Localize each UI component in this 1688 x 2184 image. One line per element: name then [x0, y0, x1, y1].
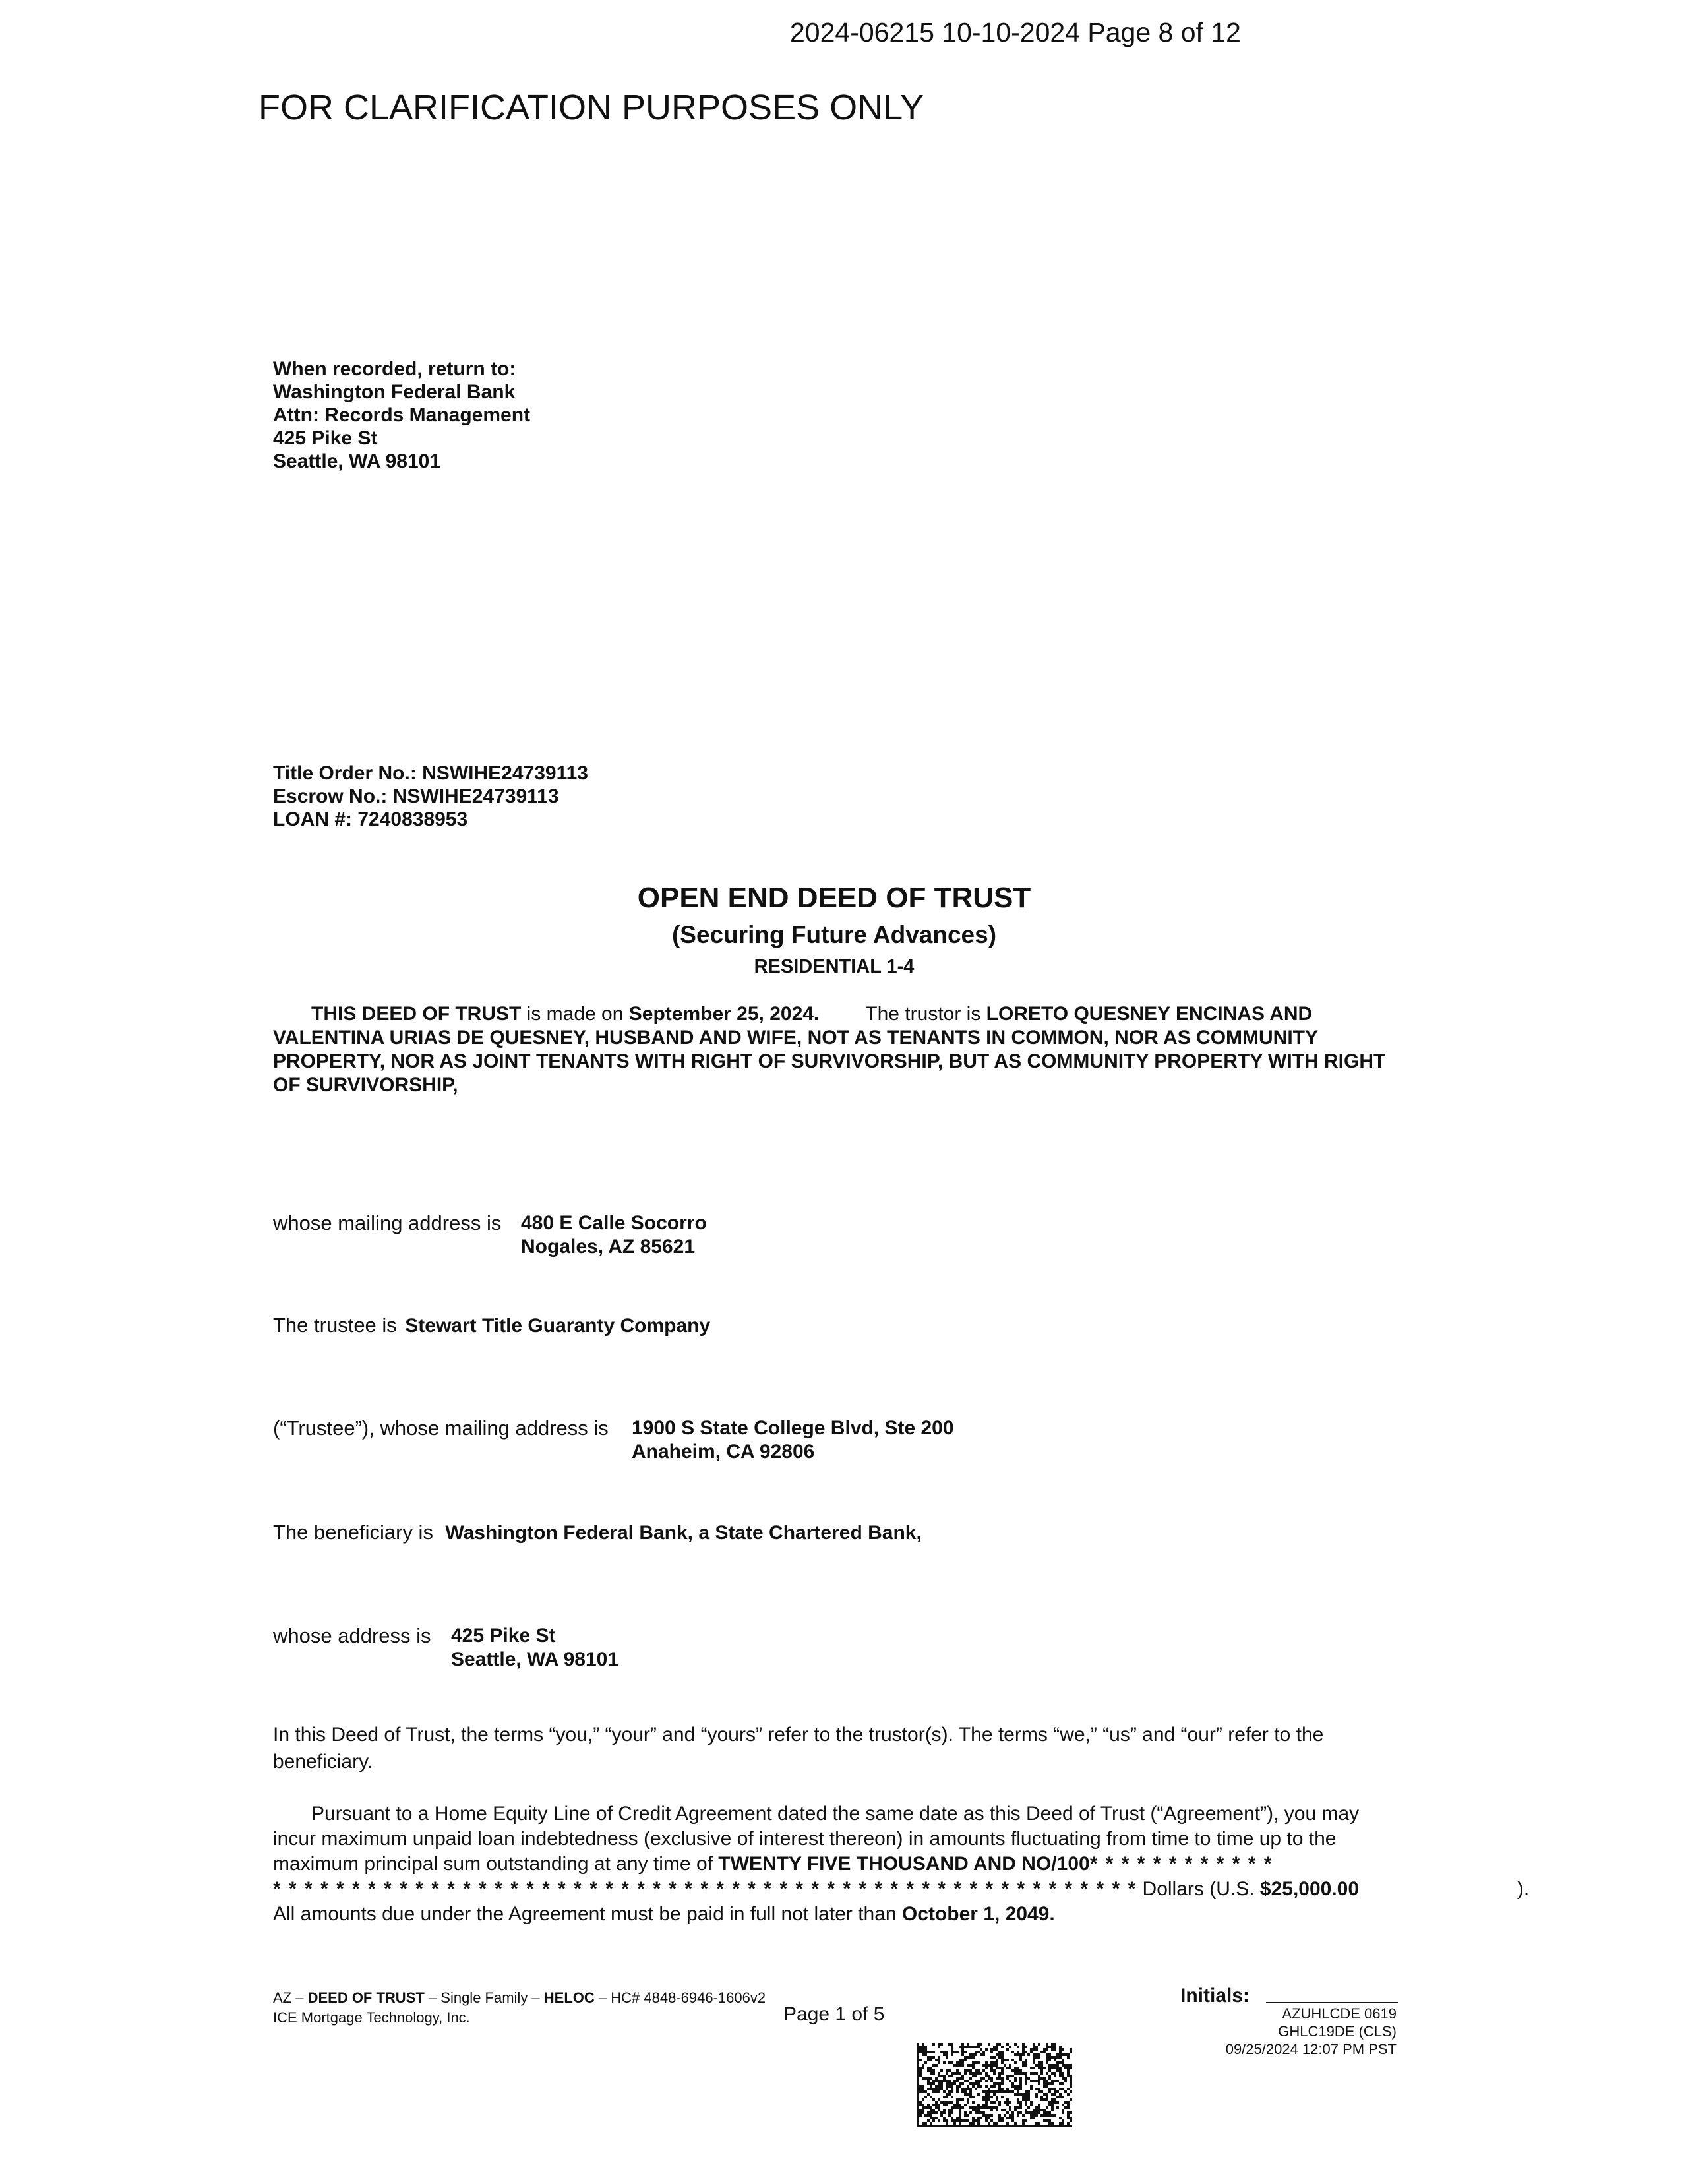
due-text: All amounts due under the Agreement must be paid in full not later than [273, 1903, 902, 1925]
pursuant-paragraph [273, 1802, 1530, 1927]
made-date: September 25, 2024. [628, 1003, 820, 1025]
form-name: DEED OF TRUST [307, 1989, 425, 2006]
return-to-heading: When recorded, return to: [273, 358, 516, 380]
return-to-line: Seattle, WA 98101 [273, 450, 441, 472]
made-lead: THIS DEED OF TRUST [311, 1003, 522, 1025]
document-kind: RESIDENTIAL 1-4 [754, 956, 915, 977]
order-info-block [273, 762, 588, 831]
vendor-name: ICE Mortgage Technology, Inc. [273, 2009, 470, 2026]
form-type: HELOC [543, 1989, 595, 2006]
trustee-address-line1: 1900 S State College Blvd, Ste 200 [632, 1417, 954, 1439]
trustor-address-value [521, 1211, 707, 1259]
beneficiary-line [273, 1521, 922, 1544]
trustor-address-line2: Nogales, AZ 85621 [521, 1236, 696, 1258]
recording-stamp: 2024-06215 10-10-2024 Page 8 of 12 [790, 17, 1241, 47]
beneficiary-name: Washington Federal Bank, a State Chartered Bank, [445, 1522, 922, 1544]
trustor-address-line1: 480 E Calle Socorro [521, 1212, 707, 1234]
return-to-block [273, 357, 530, 473]
pursuant-text: Pursuant to a Home Equity Line of Credit Agreement dated the same date as this Deed of Trust (“Agreement”), you may incur maximum unpaid loan indebtedness (exclusive of interest thereon) in amounts fluctuating from time to time up to the maximum principal sum outstanding at any time of [273, 1803, 1360, 1875]
made-on-label: is made on [521, 1003, 629, 1025]
page-number: Page 1 of 5 [783, 2003, 885, 2025]
return-to-line: 425 Pike St [273, 427, 378, 449]
clarification-banner: FOR CLARIFICATION PURPOSES ONLY [258, 88, 924, 127]
form-code: AZUHLCDE 0619 [1282, 2005, 1397, 2022]
escrow-number: Escrow No.: NSWIHE24739113 [273, 785, 559, 807]
trustee-address-block [273, 1416, 609, 1440]
document-title: OPEN END DEED OF TRUST [637, 882, 1031, 914]
trustee-address-line2: Anaheim, CA 92806 [632, 1441, 815, 1463]
fill-stars: * * * * * * * * * * * * * * * * * * * * * * * * * * * * * * * * * * * * * * * * * * * * * * * * * * * * * * * [273, 1878, 1137, 1900]
beneficiary-label: The beneficiary is [273, 1521, 433, 1544]
trustor-name: LORETO QUESNEY ENCINAS AND VALENTINA URIAS DE QUESNEY, HUSBAND AND WIFE, NOT AS TENANTS IN COMMON, NOR AS COMMUNITY PROPERTY, NOR AS JOINT TENANTS WITH RIGHT OF SURVIVORSHIP, BUT AS COMMUNITY PROPERTY WITH RIGHT OF SURVIVORSHIP, [273, 1003, 1386, 1096]
return-to-line: Attn: Records Management [273, 404, 531, 426]
trustee-address-value [632, 1416, 954, 1464]
amount-close: ). [1517, 1878, 1530, 1900]
initials-label: Initials: [1180, 1985, 1250, 2007]
trustee-address-label: (“Trustee”), whose mailing address is [273, 1416, 609, 1440]
form-mid: – Single Family – [424, 1989, 544, 2006]
beneficiary-address-label: whose address is [273, 1624, 431, 1647]
trustee-label: The trustee is [273, 1314, 397, 1337]
made-paragraph [273, 1002, 1394, 1097]
beneficiary-address-line2: Seattle, WA 98101 [451, 1649, 619, 1670]
trustor-address-label: whose mailing address is [273, 1211, 502, 1234]
trustor-address-block [273, 1211, 501, 1235]
form-code-secondary: GHLC19DE (CLS) [1278, 2023, 1397, 2040]
beneficiary-address-block [273, 1624, 431, 1648]
loan-number: LOAN #: 7240838953 [273, 808, 468, 830]
terms-paragraph: In this Deed of Trust, the terms “you,” “your” and “yours” refer to the trustor(s). The terms “we,” “us” and “our” refer to the beneficiary. [273, 1724, 1324, 1773]
trustee-line [273, 1314, 710, 1337]
form-prefix: AZ – [273, 1989, 308, 2006]
footer-codes [1226, 2005, 1397, 2058]
barcode-image [917, 2043, 1072, 2127]
due-date: October 1, 2049. [901, 1903, 1055, 1925]
beneficiary-address-value [451, 1624, 618, 1672]
fill-stars: * * * * * * * * * * * * [1089, 1853, 1273, 1875]
form-suffix: – HC# 4848-6946-1606v2 [594, 1989, 766, 2006]
dollars-label: Dollars (U.S. [1137, 1878, 1260, 1900]
trustor-label: The trustor is [865, 1003, 986, 1025]
trustee-name: Stewart Title Guaranty Company [405, 1315, 711, 1337]
title-order-number: Title Order No.: NSWIHE24739113 [273, 762, 588, 784]
document-subtitle: (Securing Future Advances) [671, 921, 997, 948]
amount-figures: $25,000.00 [1259, 1878, 1360, 1900]
print-timestamp: 09/25/2024 12:07 PM PST [1225, 2041, 1397, 2057]
footer-form-info [273, 1988, 766, 2028]
return-to-line: Washington Federal Bank [273, 381, 516, 403]
beneficiary-address-line1: 425 Pike St [451, 1625, 556, 1647]
initials-signature-line[interactable] [1266, 2002, 1398, 2003]
amount-in-words: TWENTY FIVE THOUSAND AND NO/100 [718, 1853, 1090, 1875]
